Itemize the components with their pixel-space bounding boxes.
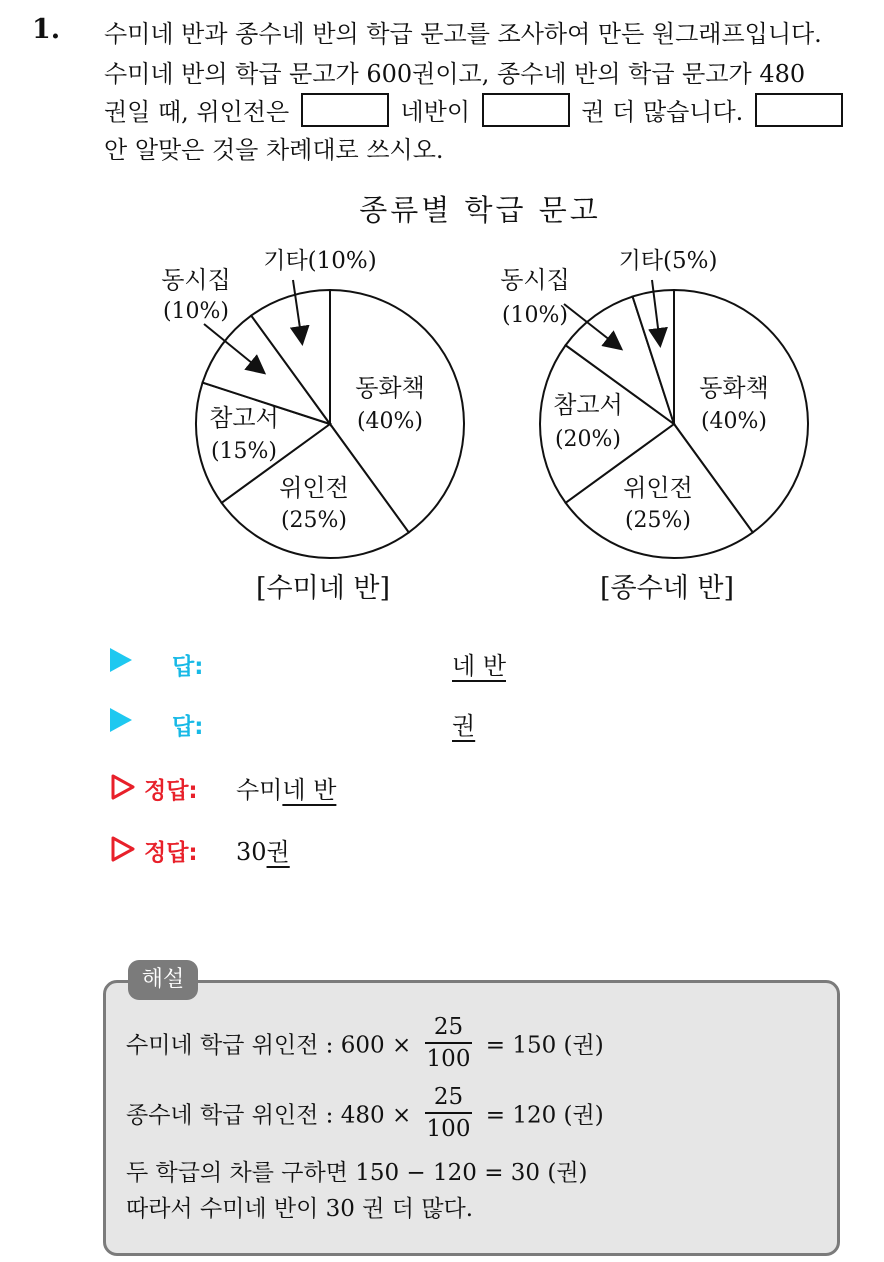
correct-outline-triangle-icon — [110, 836, 136, 862]
answer-row-1 — [110, 646, 506, 682]
slice-label-동시집: 동시집 — [161, 266, 231, 294]
slice-label-동시집: 동시집 — [500, 266, 570, 294]
answer-slot-2: 권 — [452, 712, 476, 740]
slice-label-참고서: 참고서 — [209, 404, 279, 432]
question-line-3-end: 권 더 많습니다. — [581, 98, 744, 126]
question-number: 1. — [32, 14, 61, 45]
correct-answer-1-prefix: 수미 — [236, 776, 283, 804]
pie-chart-jongsu — [500, 248, 808, 558]
fraction-2 — [425, 1082, 473, 1144]
slice-percent-위인전: (25%) — [280, 508, 348, 533]
slice-percent-동화책: (40%) — [356, 409, 424, 434]
explanation-line-4: 따라서 수미네 반이 30 권 더 많다. — [126, 1196, 474, 1222]
question-line-1: 수미네 반과 종수네 반의 학급 문고를 조사하여 만든 원그래프입니다. — [104, 20, 822, 48]
chart-title: 종류별 학급 문고 — [359, 193, 601, 227]
pie-caption-jongsu: [종수네 반] — [600, 573, 734, 604]
slice-label-기타: 기타(5%) — [618, 248, 718, 274]
correct-label: 정답: — [144, 778, 198, 804]
slice-label-위인전: 위인전 — [279, 474, 349, 502]
pie-caption-sumi: [수미네 반] — [256, 573, 390, 604]
question-line-3-middle: 네반이 — [400, 98, 471, 126]
explanation-line-1-rhs: = 150 (권) — [485, 1032, 604, 1059]
answer-slot-1: 네 반 — [452, 652, 506, 680]
question-line-4: 안 알맞은 것을 차례대로 쓰시오. — [104, 136, 444, 164]
slice-label-동화책: 동화책 — [699, 374, 769, 402]
correct-label: 정답: — [144, 840, 198, 866]
answer-play-icon — [110, 648, 132, 672]
explanation-line-3: 두 학급의 차를 구하면 150 − 120 = 30 (권) — [126, 1160, 588, 1186]
fraction-2-numerator: 25 — [425, 1082, 473, 1114]
question-line-2: 수미네 반의 학급 문고가 600권이고, 종수네 반의 학급 문고가 480 — [104, 60, 806, 88]
correct-answer-2 — [236, 832, 290, 867]
explanation-line-1-lhs: 수미네 학급 위인전 : 600 × — [126, 1032, 412, 1059]
correct-answer-1 — [236, 770, 336, 805]
answer-row-2 — [110, 706, 476, 742]
explanation-line-2 — [126, 1082, 604, 1144]
fraction-1-denominator: 100 — [426, 1046, 471, 1072]
slice-percent-동시집: (10%) — [162, 299, 230, 324]
question-line-3-start: 권일 때, 위인전은 — [104, 98, 290, 126]
explanation-line-1 — [126, 1012, 604, 1074]
explanation-line-2-rhs: = 120 (권) — [485, 1102, 604, 1129]
correct-outline-triangle-icon — [110, 774, 136, 800]
answer-label: 답: — [172, 654, 204, 680]
slice-percent-참고서: (20%) — [554, 427, 622, 452]
slice-percent-위인전: (25%) — [624, 508, 692, 533]
slice-label-참고서: 참고서 — [553, 391, 623, 419]
slice-label-위인전: 위인전 — [623, 474, 693, 502]
answer-label: 답: — [172, 714, 204, 740]
correct-answer-2-prefix: 30 — [236, 838, 267, 866]
explanation-tab: 해설 — [128, 960, 198, 1000]
slice-percent-동화책: (40%) — [700, 409, 768, 434]
slice-percent-참고서: (15%) — [210, 439, 278, 464]
fraction-1-numerator: 25 — [425, 1012, 473, 1044]
slice-percent-동시집: (10%) — [501, 303, 569, 328]
explanation-line-2-lhs: 종수네 학급 위인전 : 480 × — [126, 1102, 412, 1129]
slice-label-동화책: 동화책 — [355, 374, 425, 402]
fraction-2-denominator: 100 — [426, 1116, 471, 1142]
slice-label-기타: 기타(10%) — [263, 248, 377, 274]
pie-chart-sumi — [161, 248, 464, 558]
fraction-1 — [425, 1012, 473, 1074]
correct-answer-2-suffix: 권 — [266, 838, 290, 866]
answer-play-icon — [110, 708, 132, 732]
correct-answer-1-suffix: 네 반 — [282, 776, 337, 804]
pie-charts — [0, 0, 884, 620]
